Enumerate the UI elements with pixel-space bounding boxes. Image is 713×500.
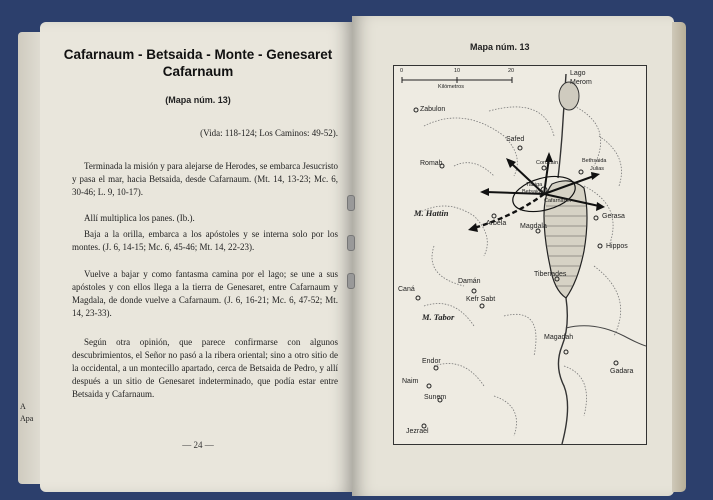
staple: [347, 273, 355, 289]
place-label-betsaida: Betsaida: [522, 189, 544, 195]
place-label-jezrael: Jezrael: [406, 428, 429, 435]
place-label-kefr-sabt: Kefr Sabt: [466, 296, 496, 303]
page-title: [58, 46, 338, 80]
binding-staples: [345, 195, 355, 290]
place-label-sunem: Sunem: [424, 394, 447, 401]
place-label-daman: Damán: [458, 278, 481, 285]
right-page-edge: [672, 22, 686, 492]
place-label-lago: Lago: [570, 70, 586, 77]
place-label-m-hattin: M. Hattin: [414, 208, 449, 218]
map-reference: (Mapa núm. 13): [165, 95, 231, 105]
place-label-gerasa: Gerasa: [602, 213, 625, 220]
scale-bar: [402, 77, 512, 83]
place-label-tabiga: Tabiga: [526, 182, 543, 188]
place-label-magdala: Magdala: [520, 223, 547, 230]
paragraph: Baja a la orilla, embarca a los apóstoles y se interna solo por los montes. (J. 6, 14-15; Mc. 6, 45-46; Mt. 14, 22-23).: [72, 229, 338, 252]
staple: [347, 195, 355, 211]
place-label-hippos: Hippos: [606, 243, 628, 250]
scale-tick-label: 20: [508, 68, 515, 74]
edge-mark: Apa: [20, 414, 34, 423]
place-label-corozain: Corozain: [536, 160, 559, 166]
map-figure: [393, 65, 647, 445]
paragraph: Según otra opinión, que parece confirmarse con algunos descubrimientos, el Señor no pasó a la ribera oriental; sino a otro sitio de la occidental, a un montecillo apartado, cerca de Betsaida de Pedro, y allí después a un sitio de Genesaret indeterminado, que podía estar entre Betsaida y Cafarnaum.: [72, 337, 338, 399]
paragraph: Vuelve a bajar y como fantasma camina por el lago; se une a sus apóstoles y con ellos llega a la tierra de Genesaret, entre Cafarnaum y Magdala, de donde vuelve a Cafarnaum. (J. 6, 16-21; Mc. 6, 47-52; Mt. 14, 23-33).: [72, 269, 338, 318]
hill-hatching: [414, 106, 622, 436]
jordan-river-lower: [558, 298, 567, 444]
place-label-endor: Endor: [422, 358, 441, 365]
place-label-julias: Julias: [590, 166, 605, 172]
staple: [347, 235, 355, 251]
paragraph: Terminada la misión y para alejarse de Herodes, se embarca Jesucristo y pasa el mar, hacia Betsaida, desde Cafarnaum. (Mt. 14, 13-23; Mc. 6, 30-46; L. 9, 10-17).: [72, 161, 338, 197]
scale-unit-label: Kilómetros: [438, 84, 464, 90]
page-number: — 24 —: [182, 440, 214, 450]
yarmuk-river: [566, 326, 646, 346]
place-label-m-tabor: M. Tabor: [422, 312, 455, 322]
place-label-merom: Merom: [570, 79, 592, 86]
edge-mark: A: [20, 402, 26, 411]
place-label-bethsaida-julias: Bethsaida: [582, 158, 607, 164]
place-label-naim: Naim: [402, 378, 419, 385]
paragraph: Allí multiplica los panes. (Ib.).: [84, 213, 195, 223]
title-line-1: Cafarnaum - Betsaida - Monte - Genesaret: [63, 47, 333, 62]
place-label-magadah: Magadah: [544, 334, 574, 341]
town-markers: [414, 108, 618, 428]
map-title: Mapa núm. 13: [470, 42, 530, 52]
place-label-tiberiades: Tiberiades: [534, 271, 567, 278]
lake-merom: [559, 82, 579, 110]
place-label-zabulon: Zabulon: [420, 106, 446, 113]
left-page: [40, 22, 352, 492]
source-references: (Vida: 118-124; Los Caminos: 49-52).: [200, 128, 338, 138]
title-line-2: Cafarnaum: [162, 64, 234, 79]
scale-tick-label: 0: [400, 68, 404, 74]
place-label-gadara: Gadara: [610, 368, 634, 375]
left-page-stack-edge: [18, 32, 42, 484]
map-drawing: [394, 66, 646, 444]
place-label-cana: Caná: [398, 286, 415, 293]
scale-tick-label: 10: [454, 68, 461, 74]
place-label-romah: Romah: [420, 160, 443, 167]
place-label-cafarnaum: Cafarnaum: [544, 198, 572, 204]
place-label-arbela: Arbela: [486, 220, 507, 227]
place-label-safed: Safed: [506, 136, 525, 143]
